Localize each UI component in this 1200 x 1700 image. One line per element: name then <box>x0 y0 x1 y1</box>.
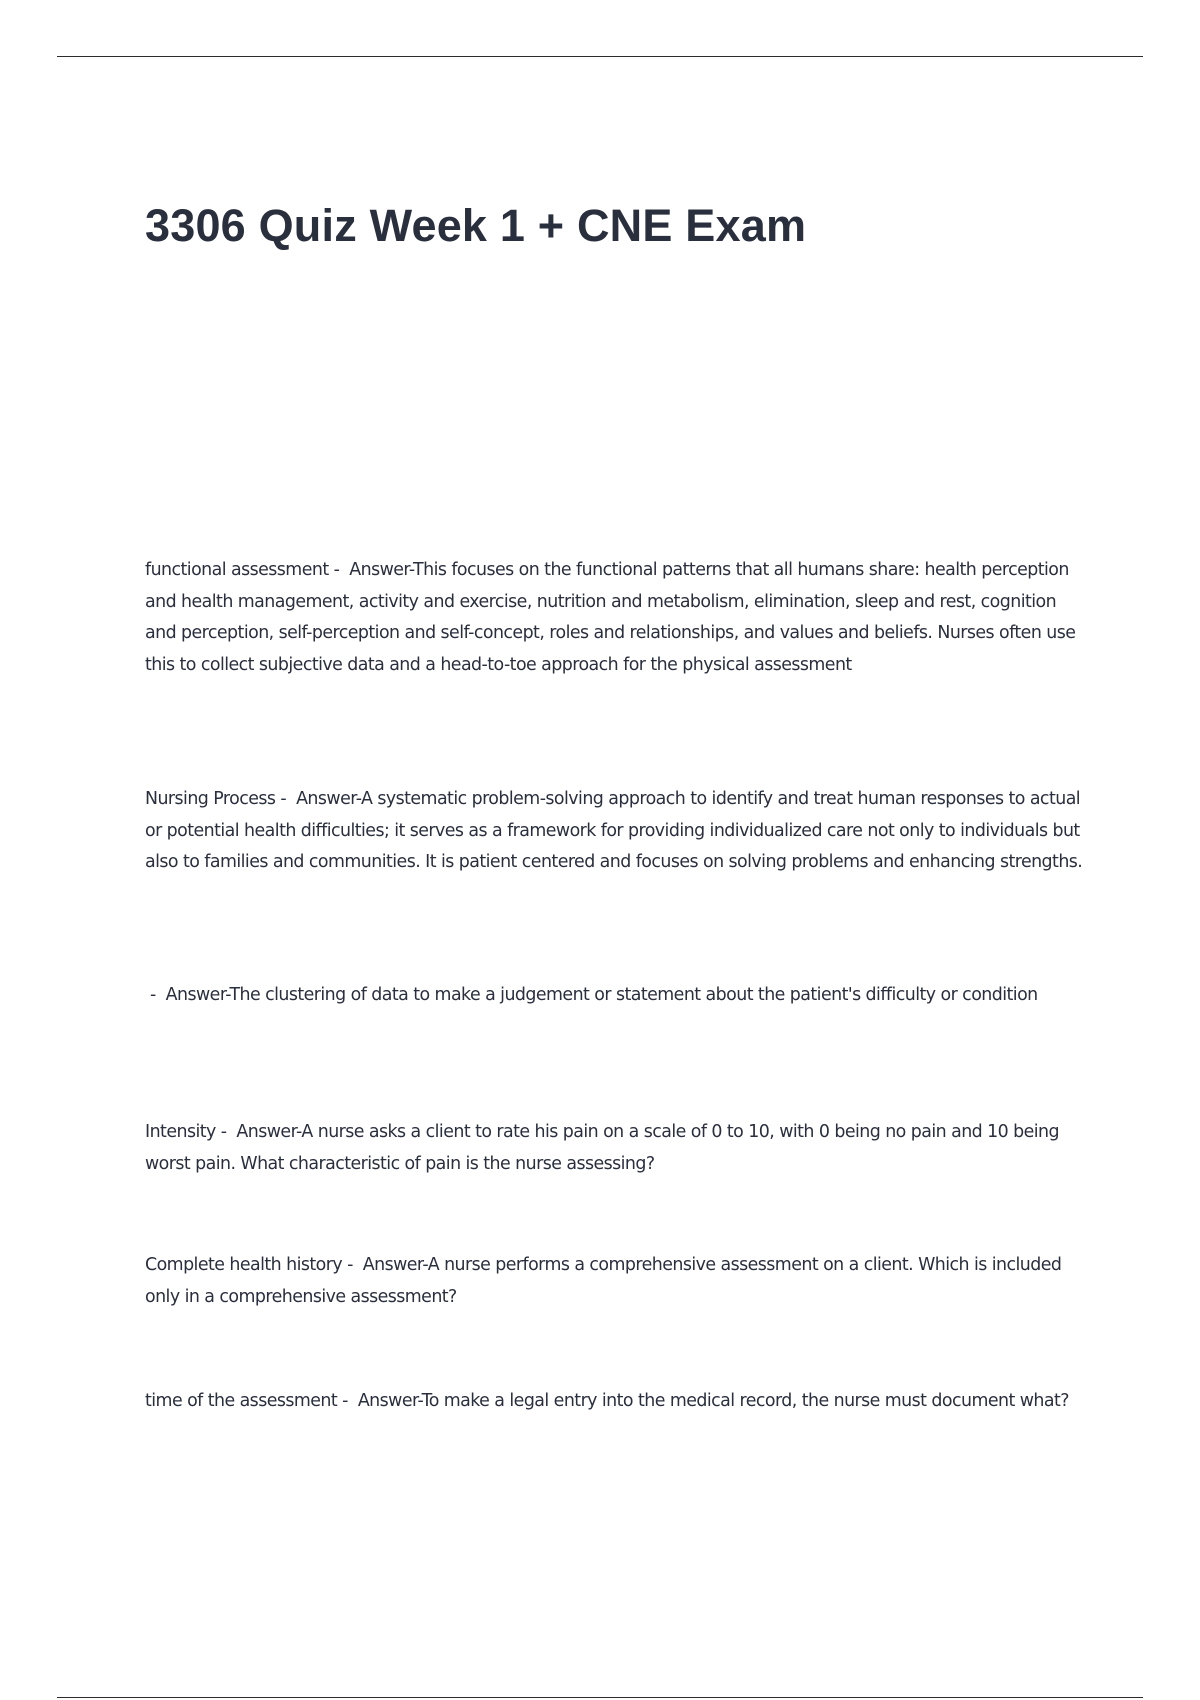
qa-item-functional-assessment <box>145 555 1090 681</box>
qa-term: functional assessment <box>145 560 329 580</box>
qa-answer: Answer-To make a legal entry into the medical record, the nurse must document what? <box>357 1391 1069 1411</box>
qa-answer: Answer-A nurse performs a comprehensive assessment on a client. Which is included only in a comprehensive assessment? <box>145 1255 1062 1307</box>
qa-answer: Answer-A nurse asks a client to rate his pain on a scale of 0 to 10, with 0 being no pain and 10 being worst pain. What characteristic of pain is the nurse assessing? <box>145 1122 1060 1174</box>
qa-separator: - <box>337 1391 358 1411</box>
qa-separator: - <box>328 560 350 580</box>
qa-item-untitled <box>145 980 1090 1012</box>
qa-term: time of the assessment <box>145 1391 338 1411</box>
qa-item-complete-health-history <box>145 1250 1090 1313</box>
qa-separator: - <box>145 985 166 1005</box>
qa-separator: - <box>215 1122 237 1142</box>
qa-item-time-of-assessment <box>145 1386 1090 1418</box>
qa-term: Intensity <box>145 1122 216 1142</box>
footer-rule <box>57 1697 1143 1698</box>
qa-term: Nursing Process <box>145 789 276 809</box>
qa-answer: Answer-A systematic problem-solving approach to identify and treat human responses to actual or potential health difficulties; it serves as a framework for providing individualized care not only to individuals but also to families and communities. It is patient centered and focuses on solving problems and enhancing strengths. <box>145 789 1083 872</box>
qa-term: Complete health history <box>145 1255 343 1275</box>
header-rule <box>57 56 1143 57</box>
document-title: 3306 Quiz Week 1 + CNE Exam <box>145 200 807 251</box>
qa-separator: - <box>342 1255 363 1275</box>
qa-item-nursing-process <box>145 784 1090 879</box>
qa-answer: Answer-The clustering of data to make a judgement or statement about the patient's difficulty or condition <box>165 985 1038 1005</box>
qa-answer: Answer-This focuses on the functional patterns that all humans share: health perception and health management, activity and exercise, nutrition and metabolism, elimination, sleep and rest, cognition and perception, self-perception and self-concept, roles and relationships, and values and beliefs. Nurses often use this to collect subjective data and a head-to-toe approach for the physical assessment <box>145 560 1076 675</box>
qa-item-intensity <box>145 1117 1090 1180</box>
qa-separator: - <box>275 789 297 809</box>
